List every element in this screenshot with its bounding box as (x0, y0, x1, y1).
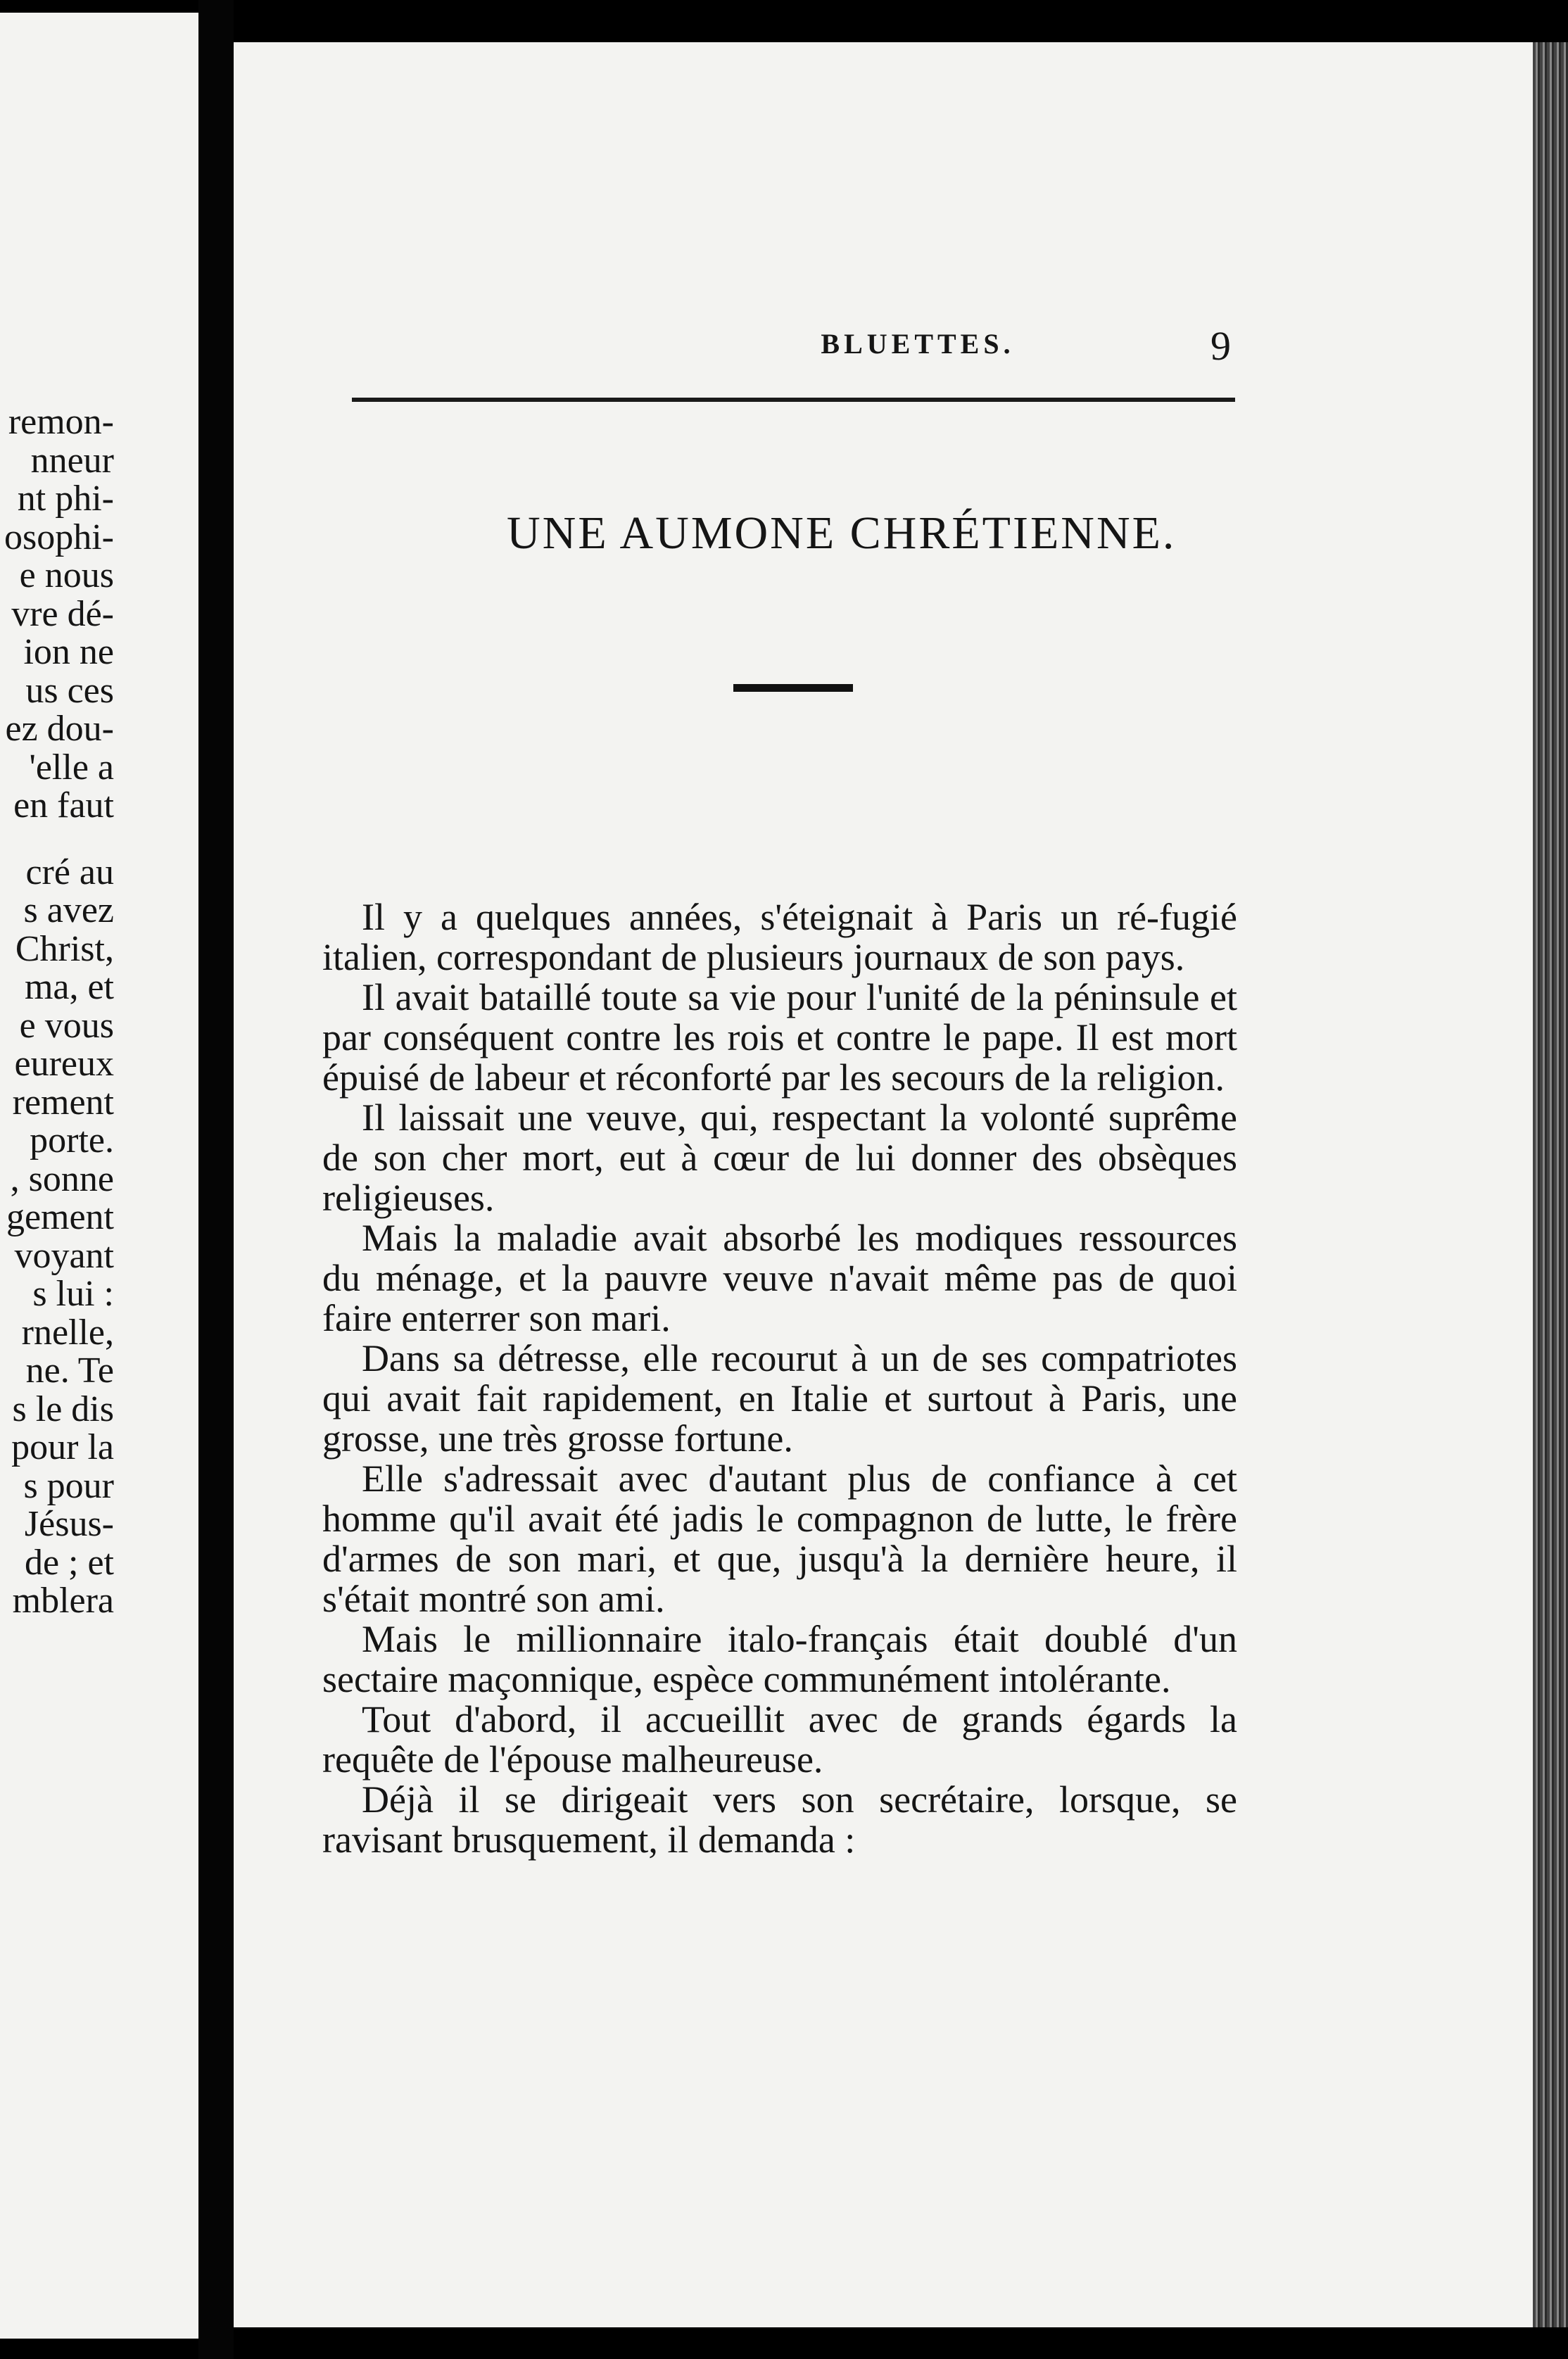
left-line: , sonne (10, 1158, 114, 1199)
book-gutter (198, 0, 234, 2359)
left-line: rnelle, (21, 1312, 114, 1353)
left-line: de ; et (24, 1542, 114, 1583)
left-page (0, 13, 198, 2339)
left-line: s lui : (32, 1274, 114, 1314)
left-line: eureux (14, 1044, 114, 1084)
left-line: 'elle a (29, 747, 114, 788)
header-rule (352, 398, 1235, 402)
left-line: pour la (11, 1427, 114, 1467)
left-line: ez dou- (5, 709, 114, 749)
paragraph: Dans sa détresse, elle recourut à un de ses compatriotes qui avait fait rapidement, en Italie et surtout à Paris, une grosse, une très grosse fortune. (322, 1337, 1237, 1460)
paragraph: Il avait bataillé toute sa vie pour l'unité de la péninsule et par conséquent contre les rois et contre le pape. Il est mort épuisé de labeur et réconforté par les secours de la religion. (322, 976, 1237, 1099)
page-number: 9 (1210, 323, 1231, 369)
page-edge (1533, 42, 1568, 2327)
paragraph-gap (0, 826, 114, 854)
paragraph: Il y a quelques années, s'éteignait à Paris un ré-fugié italien, correspondant de plusieurs journaux de son pays. (322, 896, 1237, 978)
left-line: nneur (30, 440, 114, 481)
left-line: mblera (12, 1581, 114, 1621)
left-line: Christ, (15, 928, 114, 969)
left-line: us ces (25, 670, 114, 711)
left-line: gement (6, 1197, 114, 1237)
left-line: e nous (19, 555, 114, 595)
left-line: s avez (23, 890, 114, 930)
left-line: porte. (30, 1120, 114, 1160)
paragraph: Il laissait une veuve, qui, respectant la volonté suprême de son cher mort, eut à cœur de lui donner des obsèques religieuses. (322, 1096, 1237, 1219)
paragraph: Elle s'adressait avec d'autant plus de confiance à cet homme qu'il avait été jadis le compagnon de lutte, le frère d'armes de son mari, et que, jusqu'à la dernière heure, il s'était montré son ami. (322, 1457, 1237, 1620)
left-line: ma, et (24, 967, 114, 1007)
paragraph: Mais la maladie avait absorbé les modiques ressources du ménage, et la pauvre veuve n'avait même pas de quoi faire enterrer son mari. (322, 1217, 1237, 1339)
left-page-text (0, 403, 114, 1621)
running-head: BLUETTES. (821, 328, 1015, 360)
left-line: ion ne (23, 632, 114, 672)
paragraph: Déjà il se dirigeait vers son secrétaire, lorsque, se ravisant brusquement, il demanda : (322, 1778, 1237, 1861)
title-divider (733, 684, 853, 692)
paragraph: Tout d'abord, il accueillit avec de grands égards la requête de l'épouse malheureuse. (322, 1698, 1237, 1781)
left-line: nt phi- (17, 479, 114, 519)
left-line: osophi- (4, 517, 114, 557)
left-line: s pour (23, 1465, 114, 1506)
left-line: voyant (14, 1235, 114, 1276)
left-line: Jésus- (24, 1504, 114, 1544)
left-line: ne. Te (25, 1351, 114, 1391)
left-line: en faut (13, 785, 114, 826)
chapter-title: UNE AUMONE CHRÉTIENNE. (507, 507, 1177, 559)
left-line: e vous (19, 1005, 114, 1046)
left-line: remon- (8, 402, 114, 442)
body-text (322, 897, 1237, 1860)
paragraph: Mais le millionnaire italo-français était doublé d'un sectaire maçonnique, espèce communément intolérante. (322, 1618, 1237, 1700)
left-line: rement (12, 1082, 114, 1122)
left-line: cré au (25, 852, 114, 892)
right-page (234, 42, 1533, 2327)
left-line: vre dé- (11, 593, 114, 634)
left-line: s le dis (12, 1389, 114, 1429)
